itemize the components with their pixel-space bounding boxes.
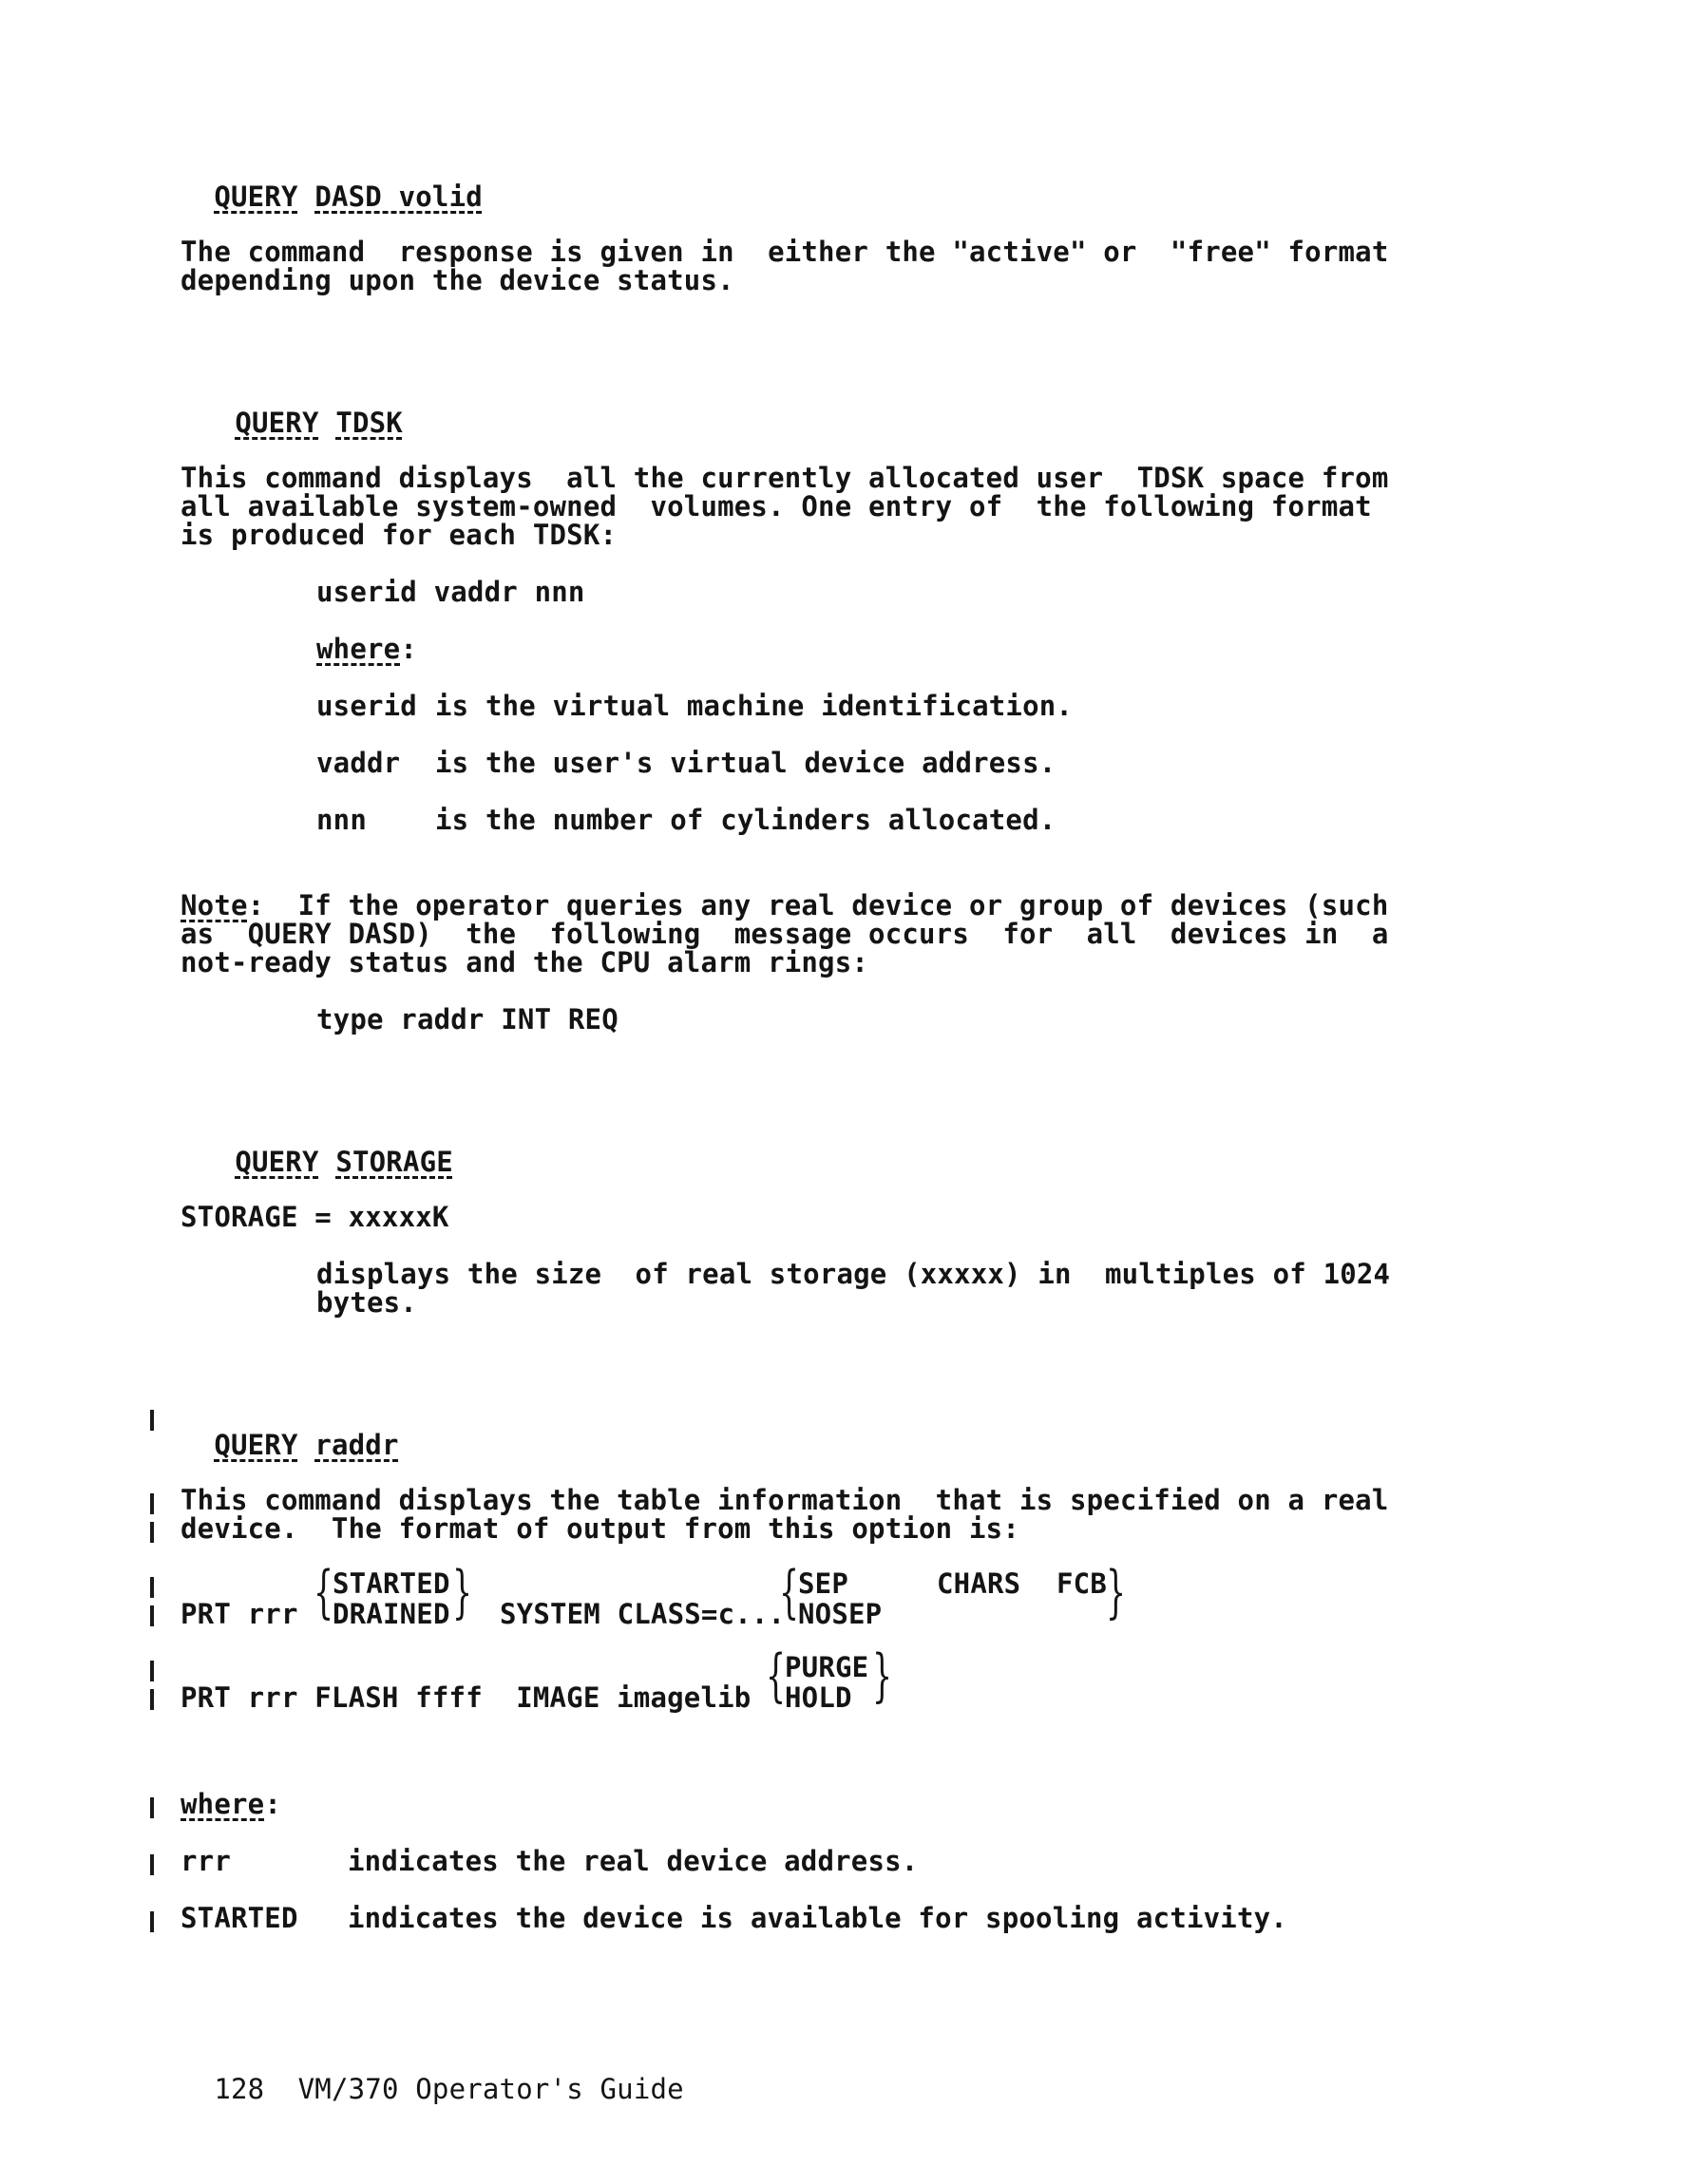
tdsk-def-term: userid xyxy=(316,690,417,722)
page-number: 128 xyxy=(214,2073,265,2105)
dasd-para-line-2: depending upon the device status. xyxy=(181,264,734,296)
page-footer xyxy=(181,2046,684,2103)
heading-query-storage xyxy=(201,1119,453,1176)
tdsk-para-line-1: This command displays all the currently allocated user TDSK space from xyxy=(181,462,1389,494)
note-text: : If the operator queries any real device or group of devices (such xyxy=(247,889,1389,921)
change-bar xyxy=(150,1605,154,1626)
left-brace-icon: { xyxy=(314,1559,334,1625)
heading-arg: DASD volid xyxy=(314,180,483,213)
heading-query-dasd xyxy=(181,154,483,211)
tdsk-def-term: vaddr xyxy=(316,747,401,779)
note-line-2: as QUERY DASD) the following message occurs for all devices in a xyxy=(181,918,1389,950)
heading-query-tdsk xyxy=(201,380,403,437)
tdsk-format-line: userid vaddr nnn xyxy=(316,576,585,608)
left-brace-icon: { xyxy=(779,1559,800,1625)
fmt1-fcb: FCB xyxy=(1056,1567,1107,1600)
tdsk-def-desc: is the number of cylinders allocated. xyxy=(435,804,1056,836)
where-label: where xyxy=(316,633,401,665)
right-brace-icon: } xyxy=(1106,1559,1127,1625)
raddr-para-line-1: This command displays the table information that is specified on a real xyxy=(181,1484,1389,1516)
tdsk-where xyxy=(316,635,417,663)
heading-arg: raddr xyxy=(314,1429,399,1461)
change-bar xyxy=(150,1797,154,1818)
change-bar xyxy=(150,1493,154,1514)
heading-cmd: QUERY xyxy=(235,1146,319,1178)
where-label: where xyxy=(181,1788,265,1820)
storage-desc-line-2: bytes. xyxy=(316,1286,417,1319)
raddr-where xyxy=(181,1790,281,1818)
fmt1-prefix: PRT rrr xyxy=(181,1598,298,1630)
fmt1-middle: SYSTEM CLASS=c... xyxy=(500,1598,786,1630)
heading-cmd: QUERY xyxy=(235,407,319,439)
right-brace-icon: } xyxy=(452,1559,473,1625)
raddr-def-desc: indicates the real device address. xyxy=(348,1845,919,1877)
change-bar xyxy=(150,1577,154,1598)
note-line-1 xyxy=(181,891,1389,920)
fmt1-opt-b-top: SEP xyxy=(798,1567,848,1600)
tdsk-para-line-2: all available system-owned volumes. One entry of the following format xyxy=(181,490,1372,522)
change-bar xyxy=(150,1854,154,1875)
dasd-para-line-1: The command response is given in either the "active" or "free" format xyxy=(181,236,1389,268)
document-title: VM/370 Operator's Guide xyxy=(297,2073,684,2105)
fmt1-opt-a-top: STARTED xyxy=(333,1567,450,1600)
left-brace-icon: { xyxy=(766,1643,787,1709)
change-bar xyxy=(150,1410,154,1431)
heading-arg: STORAGE xyxy=(335,1146,453,1178)
heading-cmd: QUERY xyxy=(214,180,298,213)
change-bar xyxy=(150,1661,154,1681)
storage-desc-line-1: displays the size of real storage (xxxxx) in multiples of 1024 xyxy=(316,1258,1391,1290)
raddr-def-term: rrr xyxy=(181,1845,231,1877)
tdsk-def-desc: is the user's virtual device address. xyxy=(435,747,1056,779)
fmt1-chars: CHARS xyxy=(937,1567,1021,1600)
change-bar xyxy=(150,1689,154,1710)
fmt2-opt-top: PURGE xyxy=(785,1651,869,1683)
fmt2-opt-bottom: HOLD xyxy=(785,1681,852,1714)
change-bar xyxy=(150,1911,154,1932)
fmt1-opt-b-bottom: NOSEP xyxy=(798,1598,883,1630)
where-colon: : xyxy=(400,633,417,665)
heading-cmd: QUERY xyxy=(214,1429,298,1461)
heading-arg: TDSK xyxy=(335,407,403,439)
where-colon: : xyxy=(264,1788,281,1820)
change-bar xyxy=(150,1522,154,1543)
fmt2-prefix: PRT rrr FLASH ffff IMAGE imagelib xyxy=(181,1681,752,1714)
fmt1-opt-a-bottom: DRAINED xyxy=(333,1598,450,1630)
raddr-para-line-2: device. The format of output from this option is: xyxy=(181,1512,1019,1545)
tdsk-para-line-3: is produced for each TDSK: xyxy=(181,519,618,551)
heading-query-raddr xyxy=(181,1402,399,1459)
note-message: type raddr INT REQ xyxy=(316,1003,619,1035)
tdsk-def-term: nnn xyxy=(316,804,367,836)
right-brace-icon: } xyxy=(872,1643,893,1709)
raddr-def-term: STARTED xyxy=(181,1902,298,1934)
raddr-def-desc: indicates the device is available for spooling activity. xyxy=(348,1902,1287,1934)
tdsk-def-desc: is the virtual machine identification. xyxy=(435,690,1074,722)
note-line-3: not-ready status and the CPU alarm rings: xyxy=(181,946,869,978)
storage-format-line: STORAGE = xxxxxK xyxy=(181,1201,449,1233)
note-label: Note xyxy=(181,889,248,921)
